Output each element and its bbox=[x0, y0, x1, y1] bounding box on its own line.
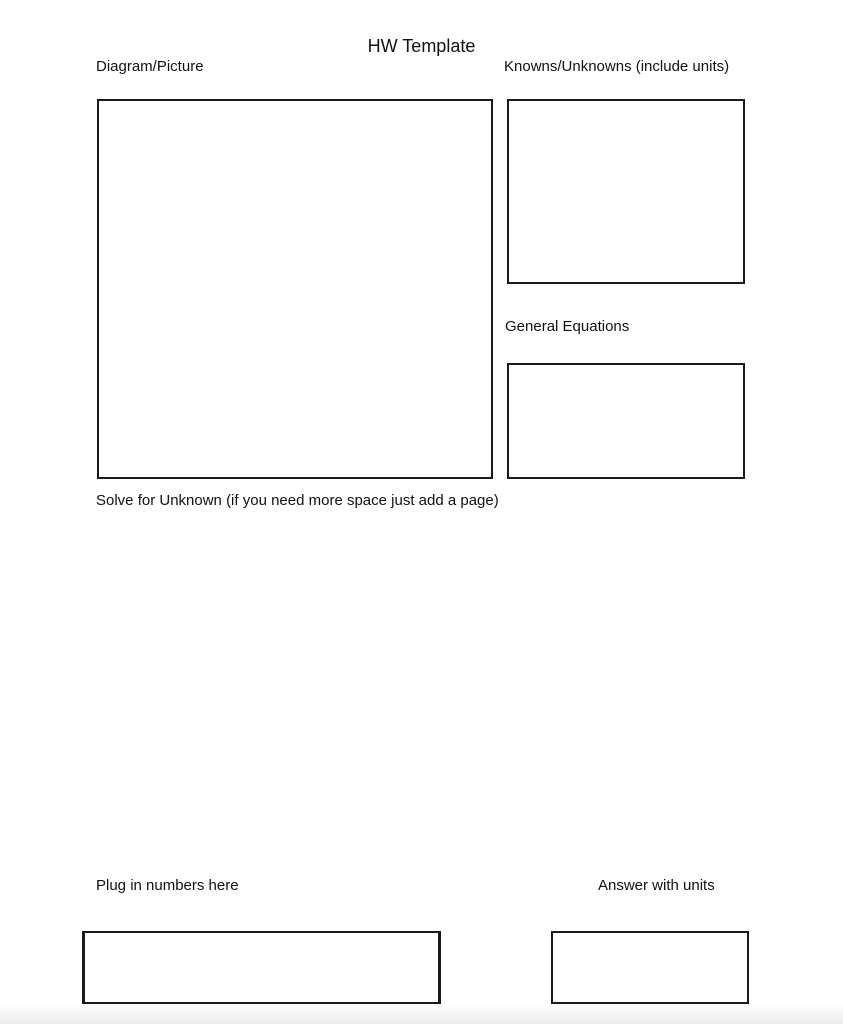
knowns-box[interactable] bbox=[507, 99, 745, 284]
diagram-box[interactable] bbox=[97, 99, 493, 479]
equations-label: General Equations bbox=[505, 318, 630, 335]
answer-box[interactable] bbox=[551, 931, 749, 1004]
page-title: HW Template bbox=[367, 36, 476, 56]
answer-label: Answer with units bbox=[598, 877, 715, 894]
solve-label: Solve for Unknown (if you need more space just add a page) bbox=[96, 492, 499, 509]
plug-box[interactable] bbox=[82, 931, 441, 1004]
page-bottom-edge bbox=[0, 1004, 843, 1024]
equations-box[interactable] bbox=[507, 363, 745, 479]
diagram-label: Diagram/Picture bbox=[96, 58, 204, 75]
solve-area[interactable] bbox=[96, 515, 746, 855]
plug-label: Plug in numbers here bbox=[96, 877, 239, 894]
knowns-label: Knowns/Unknowns (include units) bbox=[504, 58, 730, 75]
